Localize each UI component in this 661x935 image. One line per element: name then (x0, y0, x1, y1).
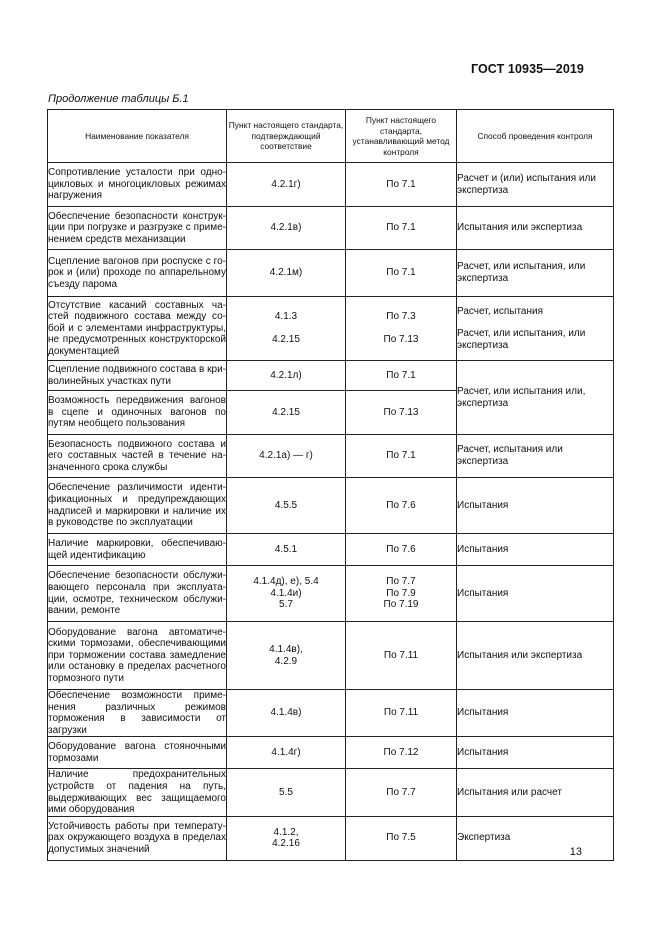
table-caption: Продолжение таблицы Б.1 (48, 93, 189, 105)
method-clause: По 7.11 (346, 690, 457, 737)
method-clause-line: По 7.3 (386, 311, 416, 323)
table-header-row (48, 110, 614, 163)
indicator-name: Безопасность подвижного состава и его составных частей в течение на-значенного срока службы (48, 435, 227, 478)
indicator-name: Сцепление подвижного состава в кри-волинейных участках пути (48, 361, 227, 391)
indicator-name: Обеспечение безопасности конструк-ции при погрузке и разгрузке с приме-нением средств механизации (48, 207, 227, 250)
confirming-clause-line: 4.1.4и) (270, 587, 302, 599)
table-row (48, 816, 614, 860)
confirming-clause: 4.2.1л) (227, 361, 346, 391)
indicator-name: Наличие маркировки, обеспечиваю-щей идентификацию (48, 534, 227, 566)
confirming-clause-line: 4.1.2, (273, 826, 299, 838)
table-row (48, 361, 614, 391)
control-method: Расчет, испытания или экспертиза (457, 435, 614, 478)
indicator-name: Устойчивость работы при температу-рах окружающего воздуха в пределах допустимых значений (48, 816, 227, 860)
method-clause: По 7.5 (346, 816, 457, 860)
confirming-clause: 4.2.1м) (227, 250, 346, 297)
table-row (48, 297, 614, 361)
indicator-name: Отсутствие касаний составных ча-стей подвижного состава между со-бой и с элементами инфраструктуры, не предусмотренных конструкторской документацией (48, 297, 227, 361)
indicator-name: Оборудование вагона стояночными тормозами (48, 737, 227, 769)
control-method: Расчет и (или) испытания или экспертиза (457, 163, 614, 207)
method-clause: По 7.1 (346, 361, 457, 391)
confirming-clause: 4.1.4г) (227, 737, 346, 769)
header-indicator-name: Наименование показателя (48, 110, 227, 163)
confirming-clause-line: 4.1.4д), е), 5.4 (253, 576, 319, 588)
header-confirming-clause: Пункт настоящего стандарта, подтверждающий соответствие (227, 110, 346, 163)
control-method: Испытания (457, 566, 614, 622)
table-row (48, 622, 614, 690)
confirming-clause (227, 816, 346, 860)
control-method: Испытания (457, 690, 614, 737)
table-row (48, 534, 614, 566)
table-row (48, 737, 614, 769)
control-method-line: Расчет, или испытания, или экспертиза (457, 328, 586, 351)
method-clause (346, 297, 457, 361)
control-method: Испытания (457, 534, 614, 566)
method-clause-line: По 7.13 (383, 334, 419, 345)
indicator-name: Сцепление вагонов при роспуске с го-рок и (или) проходе по аппарельному съезду парома (48, 250, 227, 297)
method-clause: По 7.13 (346, 391, 457, 435)
confirming-clause-line: 4.2.9 (274, 655, 298, 667)
method-clause-line: По 7.19 (383, 599, 419, 611)
confirming-clause: 4.5.5 (227, 478, 346, 534)
confirming-clause (227, 566, 346, 622)
control-method: Расчет, или испытания, или экспертиза (457, 250, 614, 297)
method-clause: По 7.1 (346, 163, 457, 207)
control-method-line: Расчет, испытания (457, 305, 543, 317)
indicator-name: Наличие предохранительных устройств от падения на путь, выдерживающих вес защищаемого ими оборудования (48, 769, 226, 816)
table-row (48, 207, 614, 250)
confirming-clause-line: 5.7 (279, 599, 293, 611)
control-method: Испытания или расчет (457, 769, 614, 816)
indicator-name: Обеспечение различимости иденти-фикационных и предупреждающих надписей и маркировки и наличие их в руководстве по эксплуатации (48, 478, 227, 534)
indicators-table (47, 109, 614, 861)
indicator-name: Сопротивление усталости при одно-цикловых и многоцикловых режимах нагружения (48, 163, 227, 207)
control-method: Испытания (457, 478, 614, 534)
header-control-method: Способ проведения контроля (457, 110, 614, 163)
method-clause: По 7.12 (346, 737, 457, 769)
confirming-clause: 4.2.1в) (227, 207, 346, 250)
method-clause: По 7.11 (346, 622, 457, 690)
indicator-name: Возможность передвижения вагонов в сцепе и одиночных вагонов по путям необщего пользования (48, 391, 227, 435)
document-code: ГОСТ 10935—2019 (470, 62, 584, 76)
control-method: Экспертиза (457, 816, 614, 860)
header-method-clause: Пункт настоящего стандарта, устанавливающий метод контроля (346, 110, 457, 163)
indicator-name: Обеспечение безопасности обслужи-вающего персонала при эксплуата-ции, осмотре, техническом обслужи-вании, ремонте (48, 566, 227, 622)
confirming-clause (227, 297, 346, 361)
method-clause: По 7.7 (346, 769, 457, 816)
control-method: Испытания или экспертиза (457, 207, 614, 250)
confirming-clause: 4.1.4в) (227, 690, 346, 737)
table-row (48, 435, 614, 478)
confirming-clause: 4.2.1а) — г) (227, 435, 346, 478)
control-method (457, 297, 614, 361)
table-row (48, 690, 614, 737)
confirming-clause: 4.2.1г) (227, 163, 346, 207)
method-clause: По 7.1 (346, 435, 457, 478)
confirming-clause: 4.5.1 (227, 534, 346, 566)
method-clause: По 7.6 (346, 534, 457, 566)
indicator-name: Обеспечение возможности приме-нения различных режимов торможения в зависимости от загрузки (48, 690, 226, 736)
method-clause-line: По 7.7 (386, 576, 416, 588)
page-number: 13 (569, 846, 582, 858)
method-clause: По 7.1 (346, 207, 457, 250)
table-row (48, 566, 614, 622)
method-clause: По 7.6 (346, 478, 457, 534)
confirming-clause (227, 622, 346, 690)
method-clause (346, 566, 457, 622)
control-method: Испытания или экспертиза (457, 622, 614, 690)
method-clause-line: По 7.9 (386, 587, 416, 599)
confirming-clause-line: 4.2.16 (272, 838, 300, 850)
table-row (48, 769, 614, 816)
confirming-clause: 4.2.15 (227, 391, 346, 435)
confirming-clause-line: 4.1.3 (274, 311, 298, 323)
table-row (48, 163, 614, 207)
table-row (48, 250, 614, 297)
control-method: Расчет, или испытания или, экспертиза (457, 361, 614, 435)
control-method: Испытания (457, 737, 614, 769)
confirming-clause-line: 4.1.4в), (269, 643, 303, 655)
indicator-name: Оборудование вагона автоматиче-скими тормозами, обеспечивающими при торможении состава замедление или остановку в пределах расчетного тормозного пути (48, 622, 227, 690)
confirming-clause: 5.5 (227, 769, 346, 816)
confirming-clause-line: 4.2.15 (272, 334, 300, 345)
method-clause: По 7.1 (346, 250, 457, 297)
table-row (48, 478, 614, 534)
